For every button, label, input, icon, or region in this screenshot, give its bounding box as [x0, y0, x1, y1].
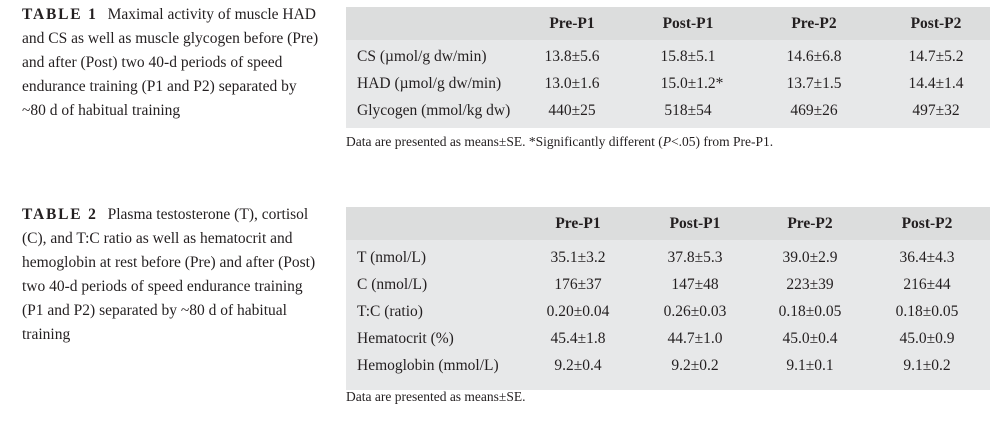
row-label: C (nmol/L)	[357, 276, 428, 293]
table1	[346, 7, 990, 128]
table-cell: 37.8±5.3	[667, 249, 723, 266]
table1-note-prefix: Data are presented as means±SE. *Significantly different (	[346, 134, 663, 149]
table-cell: 518±54	[664, 102, 712, 119]
table-row	[346, 43, 990, 70]
table1-col-post-p1: Post-P1	[662, 15, 714, 32]
table-cell: 45.0±0.4	[782, 330, 838, 347]
table-cell: 44.7±1.0	[667, 330, 723, 347]
table1-col-post-p2: Post-P2	[910, 15, 962, 32]
table-cell: 147±48	[671, 276, 719, 293]
table2	[346, 207, 990, 390]
table1-note-suffix: <.05) from Pre-P1.	[671, 134, 774, 149]
row-label: T (nmol/L)	[357, 249, 427, 266]
table-cell: 14.6±6.8	[786, 48, 842, 65]
table2-header	[346, 207, 990, 240]
table-row	[346, 298, 990, 325]
row-label: Glycogen (mmol/kg dw)	[357, 102, 511, 119]
table2-col-post-p2: Post-P2	[901, 215, 953, 232]
table1-caption	[22, 3, 322, 123]
table-cell: 14.4±1.4	[908, 75, 964, 92]
table-cell: 15.8±5.1	[660, 48, 716, 65]
table-cell: 223±39	[786, 276, 834, 293]
table1-col-pre-p2: Pre-P2	[791, 15, 837, 32]
row-label: HAD (µmol/g dw/min)	[357, 75, 502, 92]
row-label: T:C (ratio)	[357, 303, 423, 320]
table-cell: 39.0±2.9	[782, 249, 838, 266]
table-row	[346, 244, 990, 271]
table-cell: 0.20±0.04	[546, 303, 610, 320]
table-cell: 13.8±5.6	[544, 48, 600, 65]
table1-col-pre-p1: Pre-P1	[549, 15, 595, 32]
row-label: Hematocrit (%)	[357, 330, 454, 347]
table-cell: 0.26±0.03	[663, 303, 727, 320]
table-cell: 14.7±5.2	[908, 48, 964, 65]
table-cell: 45.0±0.9	[899, 330, 955, 347]
table-cell: 497±32	[912, 102, 960, 119]
table-row	[346, 97, 990, 124]
table-cell: 35.1±3.2	[550, 249, 606, 266]
row-label: CS (µmol/g dw/min)	[357, 48, 487, 65]
table-cell: 13.7±1.5	[786, 75, 842, 92]
table-cell: 9.2±0.2	[671, 357, 719, 374]
table-cell: 440±25	[548, 102, 596, 119]
table-row	[346, 352, 990, 379]
table1-caption-text: Maximal activity of muscle HAD and CS as well as muscle glycogen before (Pre) and after (Post) two 40-d periods of speed endurance training (P1 and P2) separated by ~80 d of habitual training	[22, 6, 319, 119]
table-cell: 176±37	[554, 276, 602, 293]
table-cell: 0.18±0.05	[895, 303, 959, 320]
table-cell: 0.18±0.05	[778, 303, 842, 320]
table2-note: Data are presented as means±SE.	[346, 389, 526, 404]
table2-label: TABLE 2	[22, 206, 98, 223]
table-cell: 45.4±1.8	[550, 330, 606, 347]
table2-caption-text: Plasma testosterone (T), cortisol (C), and T:C ratio as well as hematocrit and hemoglobin at rest before (Pre) and after (Post) two 40-d periods of speed endurance training (P1 and P2) separated by ~80 d of habitual training	[22, 206, 316, 343]
table2-col-pre-p1: Pre-P1	[555, 215, 601, 232]
table2-caption	[22, 203, 322, 347]
table1-label: TABLE 1	[22, 6, 98, 23]
table1-header	[346, 7, 990, 40]
table-cell: 36.4±4.3	[899, 249, 955, 266]
row-label: Hemoglobin (mmol/L)	[357, 357, 499, 374]
table2-col-pre-p2: Pre-P2	[787, 215, 833, 232]
table2-body	[346, 240, 990, 390]
table-cell: 9.1±0.1	[786, 357, 834, 374]
table-cell: 9.2±0.4	[554, 357, 602, 374]
table-cell: 216±44	[903, 276, 951, 293]
table-cell: 13.0±1.6	[544, 75, 600, 92]
table-row	[346, 271, 990, 298]
table1-note-italic: P	[662, 134, 672, 149]
table-row	[346, 70, 990, 97]
table1-body	[346, 40, 990, 128]
table1-note	[346, 134, 773, 150]
table-cell: 15.0±1.2*	[660, 75, 724, 92]
table-cell: 469±26	[790, 102, 838, 119]
table-row	[346, 325, 990, 352]
table-cell: 9.1±0.2	[903, 357, 951, 374]
table2-col-post-p1: Post-P1	[669, 215, 721, 232]
